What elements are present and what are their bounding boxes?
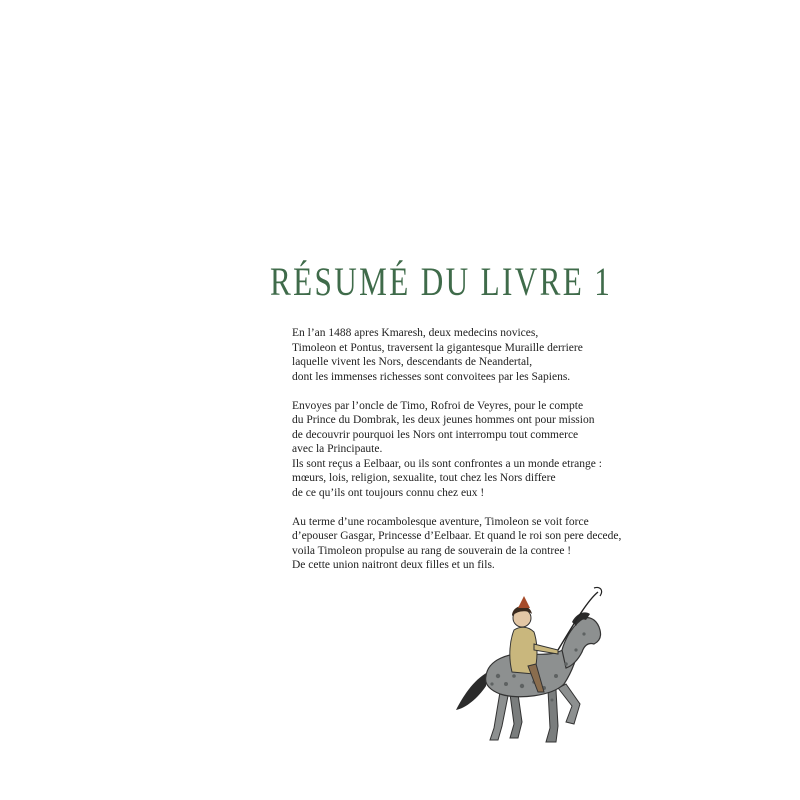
horse-head: [562, 618, 601, 668]
text-line: voila Timoleon propulse au rang de souverain de la contree !: [292, 544, 572, 557]
paragraph-3: [292, 515, 622, 573]
text-line: Au terme d’une rocambolesque aventure, Timoleon se voit force: [292, 515, 589, 528]
text-line: de ce qu’ils ont toujours connu chez eux !: [292, 486, 485, 499]
horse-tail: [456, 672, 488, 710]
text-line: dont les immenses richesses sont convoitees par les Sapiens.: [292, 370, 571, 383]
text-line: Ils sont reçus a Eelbaar, ou ils sont confrontes a un monde etrange :: [292, 457, 602, 470]
paragraph-2: [292, 399, 622, 501]
horse-front-leg: [558, 684, 580, 724]
text-line: d’epouser Gasgar, Princesse d’Eelbaar. Et quand le roi son pere decede,: [292, 530, 622, 542]
text-line: Envoyes par l’oncle de Timo, Rofroi de Veyres, pour le compte: [292, 399, 584, 412]
text-line: avec la Principaute.: [292, 443, 383, 455]
horse-hind-leg: [510, 694, 522, 738]
rider-on-horse-icon: [448, 580, 618, 750]
page-title: RÉSUMÉ DU LIVRE 1: [270, 259, 613, 304]
text-line: Timoleon et Pontus, traversent la gigantesque Muraille derriere: [292, 341, 583, 354]
paragraph-1: [292, 326, 622, 384]
horse-hind-leg: [490, 692, 508, 740]
rider-hat: [518, 596, 530, 608]
text-line: du Prince du Dombrak, les deux jeunes hommes ont pour mission: [292, 414, 595, 426]
text-line: mœurs, lois, religion, sexualite, tout chez les Nors differe: [292, 472, 556, 484]
summary-text: [292, 326, 622, 587]
text-line: laquelle vivent les Nors, descendants de Neandertal,: [292, 356, 533, 368]
text-line: De cette union naitront deux filles et un fils.: [292, 559, 495, 571]
text-line: de decouvrir pourquoi les Nors ont interrompu tout commerce: [292, 428, 579, 441]
text-line: En l’an 1488 apres Kmaresh, deux medecins novices,: [292, 327, 539, 339]
horse-front-leg: [546, 690, 558, 742]
